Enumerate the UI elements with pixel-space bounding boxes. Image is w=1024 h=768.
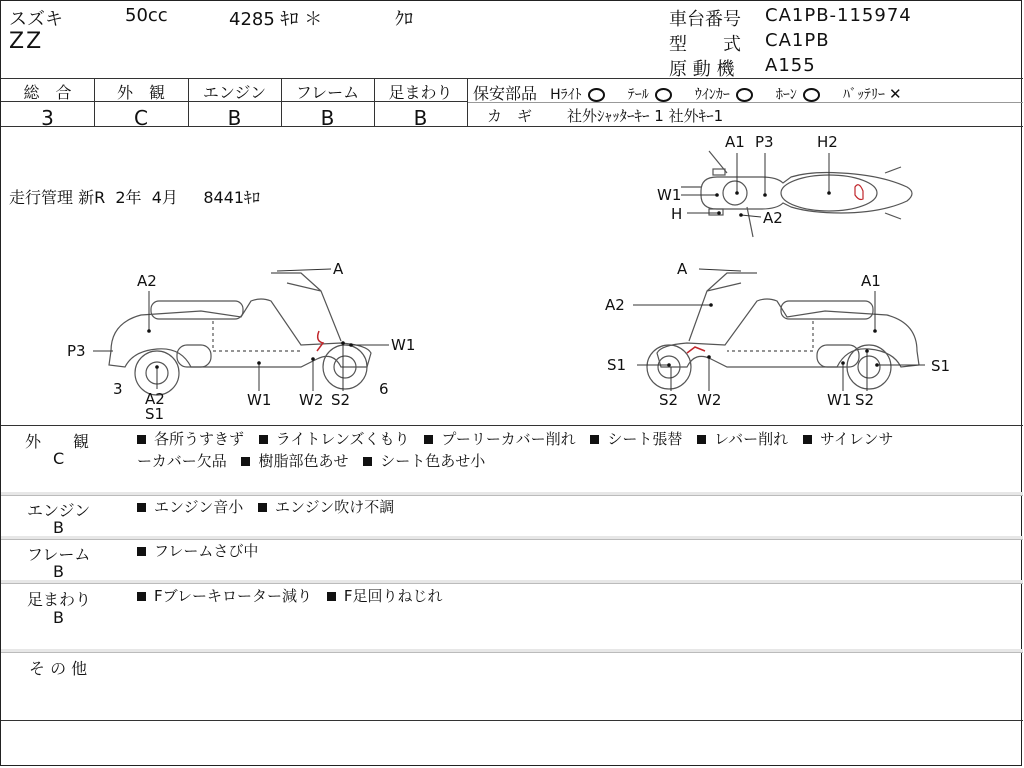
divider (1, 652, 1023, 653)
diagram-label: W2 (697, 391, 722, 409)
safety-parts-row (473, 81, 902, 104)
diagram-label: S1 (607, 356, 627, 374)
ng-cross-icon: ✕ (889, 85, 902, 103)
diagram-label: W1 (827, 391, 852, 409)
safety-item-name: ｳｲﾝｶｰ (694, 87, 730, 103)
grade-value: C (134, 106, 148, 130)
bullet-square-icon (424, 435, 433, 444)
ok-circle-icon (803, 88, 820, 102)
note-text: レバー削れ (714, 430, 789, 448)
note-text: 各所うすきず (154, 430, 245, 448)
note-item (137, 452, 227, 470)
frame-number-label: 車台番号 (669, 9, 741, 30)
note-text: 樹脂部色あせ (258, 452, 349, 470)
bullet-square-icon (697, 435, 706, 444)
grade-value: B (413, 106, 428, 130)
safety-item-battery (843, 87, 902, 103)
section-grade-frame: B (53, 562, 64, 581)
key-value: 社外ｼｬｯﾀｰｷｰ 1 社外ｷｰ1 (567, 107, 724, 125)
grade-label: 足まわり (388, 83, 453, 102)
diagram-label: H (671, 205, 683, 223)
diagram-label: W1 (657, 186, 682, 204)
safety-item-winker (695, 87, 753, 103)
note-item (137, 542, 258, 560)
engine-notes (137, 496, 404, 518)
bullet-square-icon (363, 457, 372, 466)
diagram-label: A2 (137, 272, 157, 290)
diagram-label: H2 (817, 133, 838, 151)
diagram-label: A2 (145, 390, 165, 408)
section-label-frame: フレーム (27, 545, 91, 564)
ok-circle-icon (655, 88, 672, 102)
safety-item-name: Hﾗｲﾄ (550, 87, 582, 103)
note-item (803, 430, 894, 448)
grade-label: フレーム (295, 83, 360, 102)
note-item (590, 430, 682, 448)
safety-item-horn (776, 87, 820, 103)
scooter-right-view (647, 273, 919, 389)
section-label-suspension: 足まわり (27, 590, 92, 609)
diagram-label: S2 (331, 391, 351, 409)
engine-value: A155 (765, 55, 816, 76)
grade-label: エンジン (202, 83, 267, 102)
note-item (259, 430, 410, 448)
safety-item-name: ﾃｰﾙ (627, 87, 649, 103)
grade-value: 3 (41, 106, 54, 130)
type-label: 型 式 (669, 34, 741, 55)
grade-value: B (320, 106, 335, 130)
frame-notes (137, 540, 268, 562)
grade-overall (1, 80, 94, 130)
bullet-square-icon (241, 457, 250, 466)
divider (1, 720, 1023, 721)
note-item (258, 498, 394, 516)
mileage: 4285 ｷﾛ ＊ (229, 9, 323, 30)
running-note: 走行管理 新R 2年 4月 8441ｷﾛ (9, 188, 261, 207)
bullet-square-icon (137, 435, 146, 444)
scooter-left-view (109, 273, 371, 395)
diagram-label: S2 (659, 391, 679, 409)
bullet-square-icon (590, 435, 599, 444)
bullet-square-icon (137, 503, 146, 512)
note-item (327, 587, 443, 605)
divider (1, 425, 1023, 426)
section-grade-suspension: B (53, 608, 64, 627)
grade-frame (281, 80, 374, 130)
damage-diagram (1, 127, 1023, 425)
diagram-label: S2 (855, 391, 875, 409)
note-item (241, 452, 348, 470)
note-item (363, 452, 485, 470)
ok-circle-icon (588, 88, 605, 102)
bullet-square-icon (258, 503, 267, 512)
grade-suspension (374, 80, 467, 130)
grade-value: B (227, 106, 242, 130)
note-text: F足回りねじれ (343, 587, 443, 605)
safety-item-tail (628, 87, 672, 103)
grade-engine (188, 80, 281, 130)
note-item (137, 498, 243, 516)
diagram-label: W1 (247, 391, 272, 409)
safety-item-name: ﾎｰﾝ (775, 87, 797, 103)
divider (1, 78, 1023, 79)
section-label-engine: エンジン (27, 501, 91, 520)
bullet-square-icon (137, 547, 146, 556)
ok-circle-icon (736, 88, 753, 102)
divider (1, 583, 1023, 584)
note-text: フレームさび中 (154, 542, 259, 560)
note-text: エンジン吹け不調 (275, 498, 395, 516)
divider (467, 78, 468, 126)
note-item (697, 430, 788, 448)
note-item (137, 587, 312, 605)
diagram-label: W2 (299, 391, 324, 409)
note-item (424, 430, 575, 448)
section-grade-exterior: C (53, 449, 65, 468)
note-text: エンジン音小 (154, 498, 244, 516)
model-name: ZZ (9, 29, 44, 54)
bullet-square-icon (259, 435, 268, 444)
note-text: ライトレンズくもり (275, 430, 410, 448)
note-text: Fブレーキローター減り (154, 587, 313, 605)
note-text: ーカバー欠品 (137, 452, 227, 470)
diagram-label: S1 (145, 405, 165, 423)
note-text: シート張替 (607, 430, 683, 448)
note-text: サイレンサ (819, 430, 894, 448)
exterior-notes-line1 (137, 428, 893, 450)
engine-label: 原 動 機 (669, 59, 735, 80)
note-text: プーリーカバー削れ (441, 430, 576, 448)
type-value: CA1PB (765, 30, 830, 51)
suspension-notes (137, 585, 452, 607)
bullet-square-icon (803, 435, 812, 444)
safety-item-name: ﾊﾞｯﾃﾘｰ (843, 87, 886, 103)
bullet-square-icon (137, 592, 146, 601)
section-label-other: そ の 他 (29, 659, 88, 678)
safety-item-headlight (550, 87, 605, 103)
grade-exterior (94, 80, 188, 130)
diagram-label: 3 (113, 380, 123, 398)
diagram-label: A1 (861, 272, 881, 290)
diagram-label: P3 (67, 342, 86, 360)
diagram-label: A (333, 260, 344, 278)
maker: スズキ (9, 9, 63, 30)
displacement: 50cc (125, 5, 168, 26)
diagram-label: W1 (391, 336, 416, 354)
note-text: シート色あせ小 (380, 452, 486, 470)
safety-label: 保安部品 (473, 84, 538, 103)
section-label-exterior: 外 観 (25, 432, 90, 451)
diagram-label: A1 (725, 133, 745, 151)
diagram-label: S1 (931, 357, 951, 375)
diagram-label: A (677, 260, 688, 278)
diagram-label: A2 (605, 296, 625, 314)
grade-label: 総 合 (23, 83, 72, 102)
diagram-label: P3 (755, 133, 774, 151)
diagram-label: 6 (379, 380, 389, 398)
frame-number: CA1PB-115974 (765, 5, 912, 26)
key-label: カ ギ (487, 107, 533, 125)
diagram-label: A2 (763, 209, 783, 227)
note-item (137, 430, 244, 448)
exterior-notes-line2 (137, 450, 495, 472)
bullet-square-icon (327, 592, 336, 601)
section-grade-engine: B (53, 518, 64, 537)
color: ｸﾛ (395, 9, 413, 30)
grade-label: 外 観 (116, 83, 165, 102)
